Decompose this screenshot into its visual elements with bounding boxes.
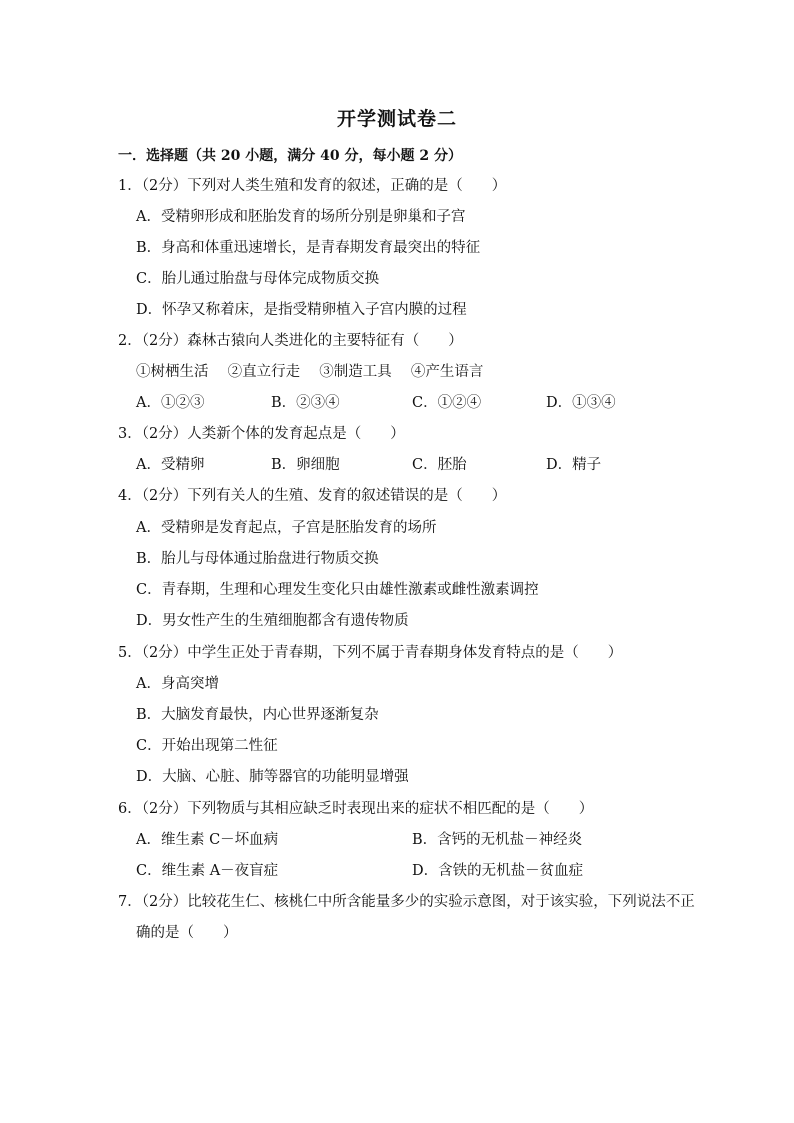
q4-option-c: C．青春期，生理和心理发生变化只由雄性激素或雌性激素调控 xyxy=(136,582,539,598)
q1-option-b: B．身高和体重迅速增长，是青春期发育最突出的特征 xyxy=(136,240,481,256)
q4-option-b: B．胎儿与母体通过胎盘进行物质交换 xyxy=(136,551,379,567)
q3-option-a: A．受精卵 xyxy=(136,457,205,473)
q3-options-row xyxy=(136,455,696,475)
section-heading: 一．选择题（共 20 小题，满分 40 分，每小题 2 分） xyxy=(118,148,462,164)
q2-option-b: B．②③④ xyxy=(271,395,340,411)
q1-option-a: A．受精卵形成和胚胎发育的场所分别是卵巢和子宫 xyxy=(136,209,466,225)
q5-option-d: D．大脑、心脏、肺等器官的功能明显增强 xyxy=(136,769,409,785)
q1-option-d: D．怀孕又称着床，是指受精卵植入子宫内膜的过程 xyxy=(136,302,467,318)
q5-option-c: C．开始出现第二性征 xyxy=(136,738,278,754)
question-2: 2．（2分）森林古猿向人类进化的主要特征有（ ） xyxy=(118,333,463,349)
q6-options-row-2 xyxy=(136,861,696,881)
q3-option-b: B．卵细胞 xyxy=(271,457,340,473)
q2-option-a: A．①②③ xyxy=(136,395,205,411)
q6-option-c: C．维生素 A－夜盲症 xyxy=(136,863,279,879)
question-4: 4．（2分）下列有关人的生殖、发育的叙述错误的是（ ） xyxy=(118,488,507,504)
q3-option-d: D．精子 xyxy=(546,457,602,473)
question-7-line-2: 确的是（ ） xyxy=(136,925,238,941)
question-3: 3．（2分）人类新个体的发育起点是（ ） xyxy=(118,426,405,442)
q5-option-a: A．身高突增 xyxy=(136,676,219,692)
question-6: 6．（2分）下列物质与其相应缺乏时表现出来的症状不相匹配的是（ ） xyxy=(118,801,594,817)
q6-option-d: D．含铁的无机盐－贫血症 xyxy=(412,863,584,879)
q4-option-a: A．受精卵是发育起点，子宫是胚胎发育的场所 xyxy=(136,520,437,536)
q6-option-b: B．含钙的无机盐－神经炎 xyxy=(412,832,583,848)
q3-option-c: C．胚胎 xyxy=(412,457,467,473)
question-7-line-1: 7．（2分）比较花生仁、核桃仁中所含能量多少的实验示意图，对于该实验，下列说法不正 xyxy=(118,894,695,910)
q2-options-row xyxy=(136,393,696,413)
q2-option-d: D．①③④ xyxy=(546,395,616,411)
q5-option-b: B．大脑发育最快，内心世界逐渐复杂 xyxy=(136,707,379,723)
question-1: 1．（2分）下列对人类生殖和发育的叙述，正确的是（ ） xyxy=(118,178,507,194)
question-5: 5．（2分）中学生正处于青春期，下列不属于青春期身体发育特点的是（ ） xyxy=(118,645,623,661)
q1-option-c: C．胎儿通过胎盘与母体完成物质交换 xyxy=(136,271,380,287)
q6-options-row-1 xyxy=(136,830,696,850)
q4-option-d: D．男女性产生的生殖细胞都含有遗传物质 xyxy=(136,613,409,629)
q2-items: ①树栖生活 ②直立行走 ③制造工具 ④产生语言 xyxy=(136,364,484,380)
q2-option-c: C．①②④ xyxy=(412,395,482,411)
q6-option-a: A．维生素 C－坏血病 xyxy=(136,832,279,848)
page-title: 开学测试卷二 xyxy=(336,108,457,130)
